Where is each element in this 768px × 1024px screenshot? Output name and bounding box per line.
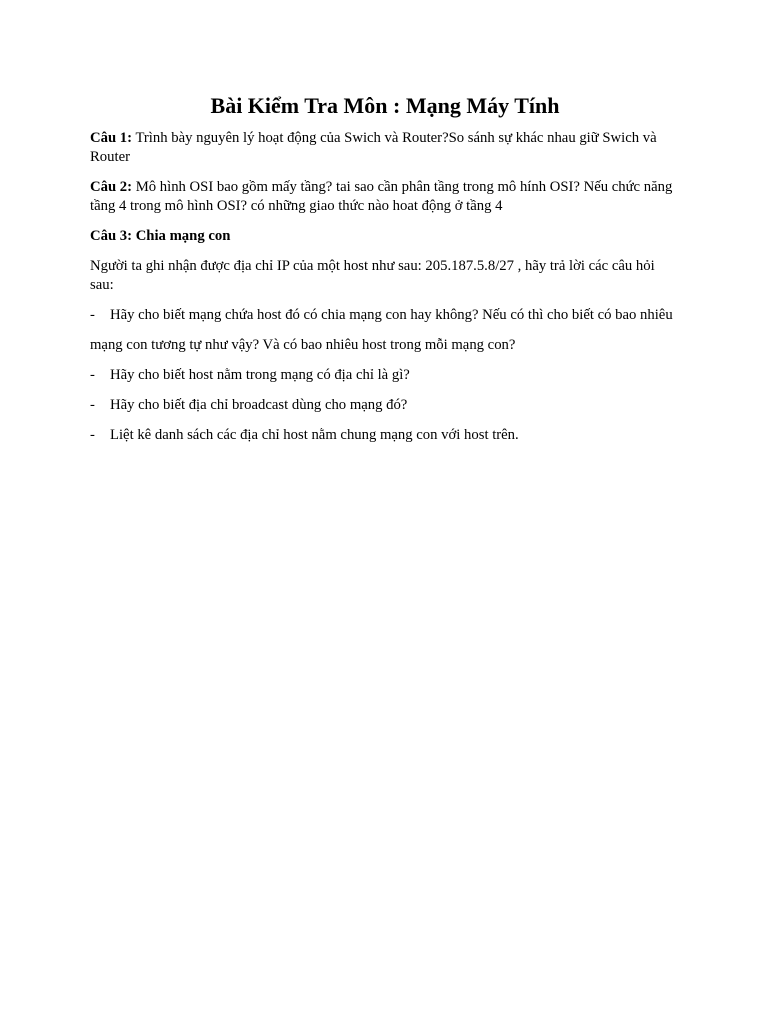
question-3-heading: Câu 3: Chia mạng con: [90, 228, 231, 244]
document-title: Bài Kiểm Tra Môn : Mạng Máy Tính: [210, 93, 560, 118]
bullet-dash: -: [90, 367, 95, 383]
question-3-bullet-1: [90, 306, 680, 325]
document-page: [90, 92, 680, 456]
question-1: [90, 129, 680, 167]
question-1-label: Câu 1:: [90, 130, 133, 146]
question-2: [90, 178, 680, 216]
question-3-bullet-4: [90, 426, 680, 445]
bullet-2-text: Hãy cho biết host nằm trong mạng có địa chỉ là gì?: [110, 367, 410, 383]
bullet-dash: -: [90, 307, 95, 323]
question-2-label: Câu 2:: [90, 179, 133, 195]
question-3-bullet-1-continuation: mạng con tương tự như vậy? Và có bao nhiêu host trong mỗi mạng con?: [90, 337, 516, 353]
bullet-3-text: Hãy cho biết địa chỉ broadcast dùng cho mạng đó?: [110, 397, 408, 413]
question-3-bullet-2: [90, 366, 680, 385]
bullet-1-text: Hãy cho biết mạng chứa host đó có chia mạng con hay không? Nếu có thì cho biết có bao nhiêu: [110, 307, 673, 323]
bullet-4-text: Liệt kê danh sách các địa chỉ host nằm chung mạng con với host trên.: [110, 427, 519, 443]
question-1-text: Trình bày nguyên lý hoạt động của Swich và Router?So sánh sự khác nhau giữ Swich và Router: [90, 130, 657, 165]
bullet-dash: -: [90, 397, 95, 413]
bullet-dash: -: [90, 427, 95, 443]
question-2-text: Mô hình OSI bao gồm mấy tầng? tai sao cần phân tầng trong mô hính OSI? Nếu chức năng tầng 4 trong mô hình OSI? có những giao thức nào hoat động ở tầng 4: [90, 179, 673, 214]
question-3-bullet-3: [90, 396, 680, 415]
question-3-intro: Người ta ghi nhận được địa chỉ IP của một host như sau: 205.187.5.8/27 , hãy trả lời các câu hỏi sau:: [90, 258, 655, 293]
